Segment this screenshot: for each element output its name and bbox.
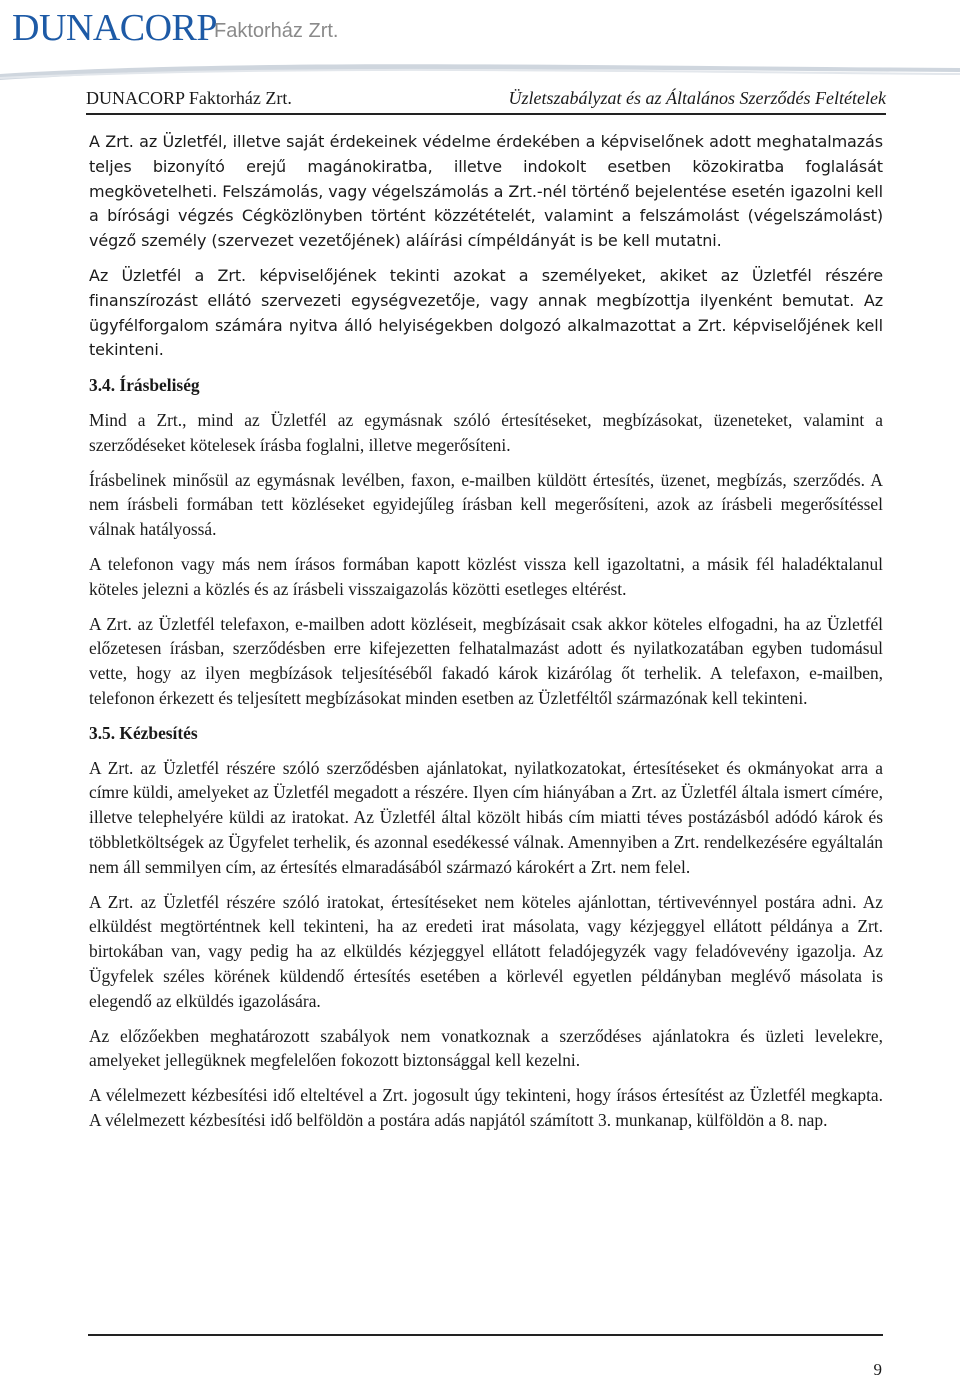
header-company: DUNACORP Faktorház Zrt. [86, 88, 292, 108]
paragraph: Írásbelinek minősül az egymásnak levélben, faxon, e-mailben küldött értesítés, üzenet, megbízás, szerződés. A nem írásbeli formában tett közléseket egyidejűleg írásban kell megerősíteni, azok az írásbeli megerősítéssel válnak hatályossá. [89, 469, 883, 540]
section-heading: 3.5. Kézbesítés [89, 722, 198, 743]
paragraph: A Zrt. az Üzletfél, illetve saját érdekeinek védelme érdekében a képviselőnek adott meghatalmazás teljes bizonyító erejű magánokiratba, illetve indokolt esetben közokiratba foglalását megkövetelheti. Felszámolás, vagy végelszámolás a Zrt.-nél történő bejelentése esetén igazolni kell a bírósági végzés Cégközlönyben történt közzétételét, valamint a felszámolást (végelszámolást) végző személy (szervezet vezetőjének) aláírási címpéldányát is be kell mutatni. [89, 132, 883, 251]
header-divider [86, 113, 886, 115]
paragraph: A vélelmezett kézbesítési idő elteltével a Zrt. jogosult úgy tekinteni, hogy írásos értesítést az Üzletfél megkapta. A vélelmezett kézbesítési idő belföldön a postára adás napjától számított 3. munkanap, külföldön a 8. nap. [89, 1085, 883, 1130]
footer-divider [88, 1334, 883, 1336]
paragraph: Az Üzletfél a Zrt. képviselőjének tekinti azokat a személyeket, akiket az Üzletfél részére finanszírozást ellátó szervezeti egységvezetője, vagy annak megbízottja ilyenként bemutat. Az ügyfélforgalom számára nyitva álló helyiségekben dolgozó alkalmazottat a Zrt. képviselőjének kell tekinteni. [89, 265, 883, 360]
logo-brand: DUNACORP [12, 7, 218, 49]
document-body [89, 130, 883, 1143]
logo-subtitle: Faktorház Zrt. [214, 20, 339, 42]
company-logo [0, 0, 960, 82]
paragraph: A telefonon vagy más nem írásos formában kapott közlést vissza kell igazoltatni, a másik fél haladéktalanul köteles jelezni a közlés és az írásbeli visszaigazolás közötti esetleges eltérést. [89, 553, 883, 599]
running-header [86, 86, 886, 112]
paragraph: Az előzőekben meghatározott szabályok nem vonatkoznak a szerződéses ajánlatokra és üzleti levelekre, amelyeket jellegüknek megfelelően fokozott biztonsággal kell kezelni. [89, 1025, 883, 1071]
header-document-title: Üzletszabályzat és az Általános Szerződés Feltételek [508, 88, 886, 108]
paragraph: Mind a Zrt., mind az Üzletfél az egymásnak szóló értesítéseket, megbízásokat, üzeneteket, valamint a szerződéseket kötelesek írásba foglalni, illetve megerősíteni. [89, 409, 883, 455]
paragraph: A Zrt. az Üzletfél részére szóló szerződésben ajánlatokat, nyilatkozatokat, értesítéseket és okmányokat arra a címre küldi, amelyeket az Üzletfél megadott a részére. Ilyen cím hiányában a Zrt. az Üzletfél általa ismert címére, illetve telephelyére küldi az iratokat. Az Üzletfél által közölt hibás cím miatti téves postázásból adódó károk és többletköltségek az Ügyfelet terhelik, és azonnal esedékessé válnak. Amennyiben a Zrt. rendelkezésére egyáltalán nem áll semmilyen cím, az értesítés elmaradásából származó károkért a Zrt. nem felel. [89, 757, 883, 877]
logo-swoosh-icon [0, 40, 960, 84]
page-number: 9 [873, 1360, 882, 1379]
section-heading: 3.4. Írásbeliség [89, 375, 200, 396]
paragraph: A Zrt. az Üzletfél telefaxon, e-mailben adott közléseit, megbízásait csak akkor köteles elfogadni, ha az Üzletfél előzetesen írásban, szerződésben erre kifejezetten felhatalmazást adott és nyilatkozatában egyben tudomásul vette, hogy az ilyen megbízások teljesítéséből fakadó károk kizárólag őt terhelik. A telefaxon, e-mailben, telefonon érkezett és teljesített megbízásokat minden esetben az Üzletféltől származónak kell tekinteni. [89, 613, 883, 708]
paragraph: A Zrt. az Üzletfél részére szóló iratokat, értesítéseket nem köteles ajánlottan, tértivevénnyel postára adni. Az elküldést megtörténtnek kell tekinteni, ha az eredeti irat másolata, vagy kézjeggyel ellátott példánya a Zrt. birtokában van, vagy pedig ha az elküldés kézjeggyel ellátott feladójegyzék vagy feladóvevény igazolja. Az Ügyfelek széles körének küldendő értesítés esetében a körlevél egyetlen példányban meglévő másolata is elegendő az elküldés igazolására. [89, 891, 883, 1011]
